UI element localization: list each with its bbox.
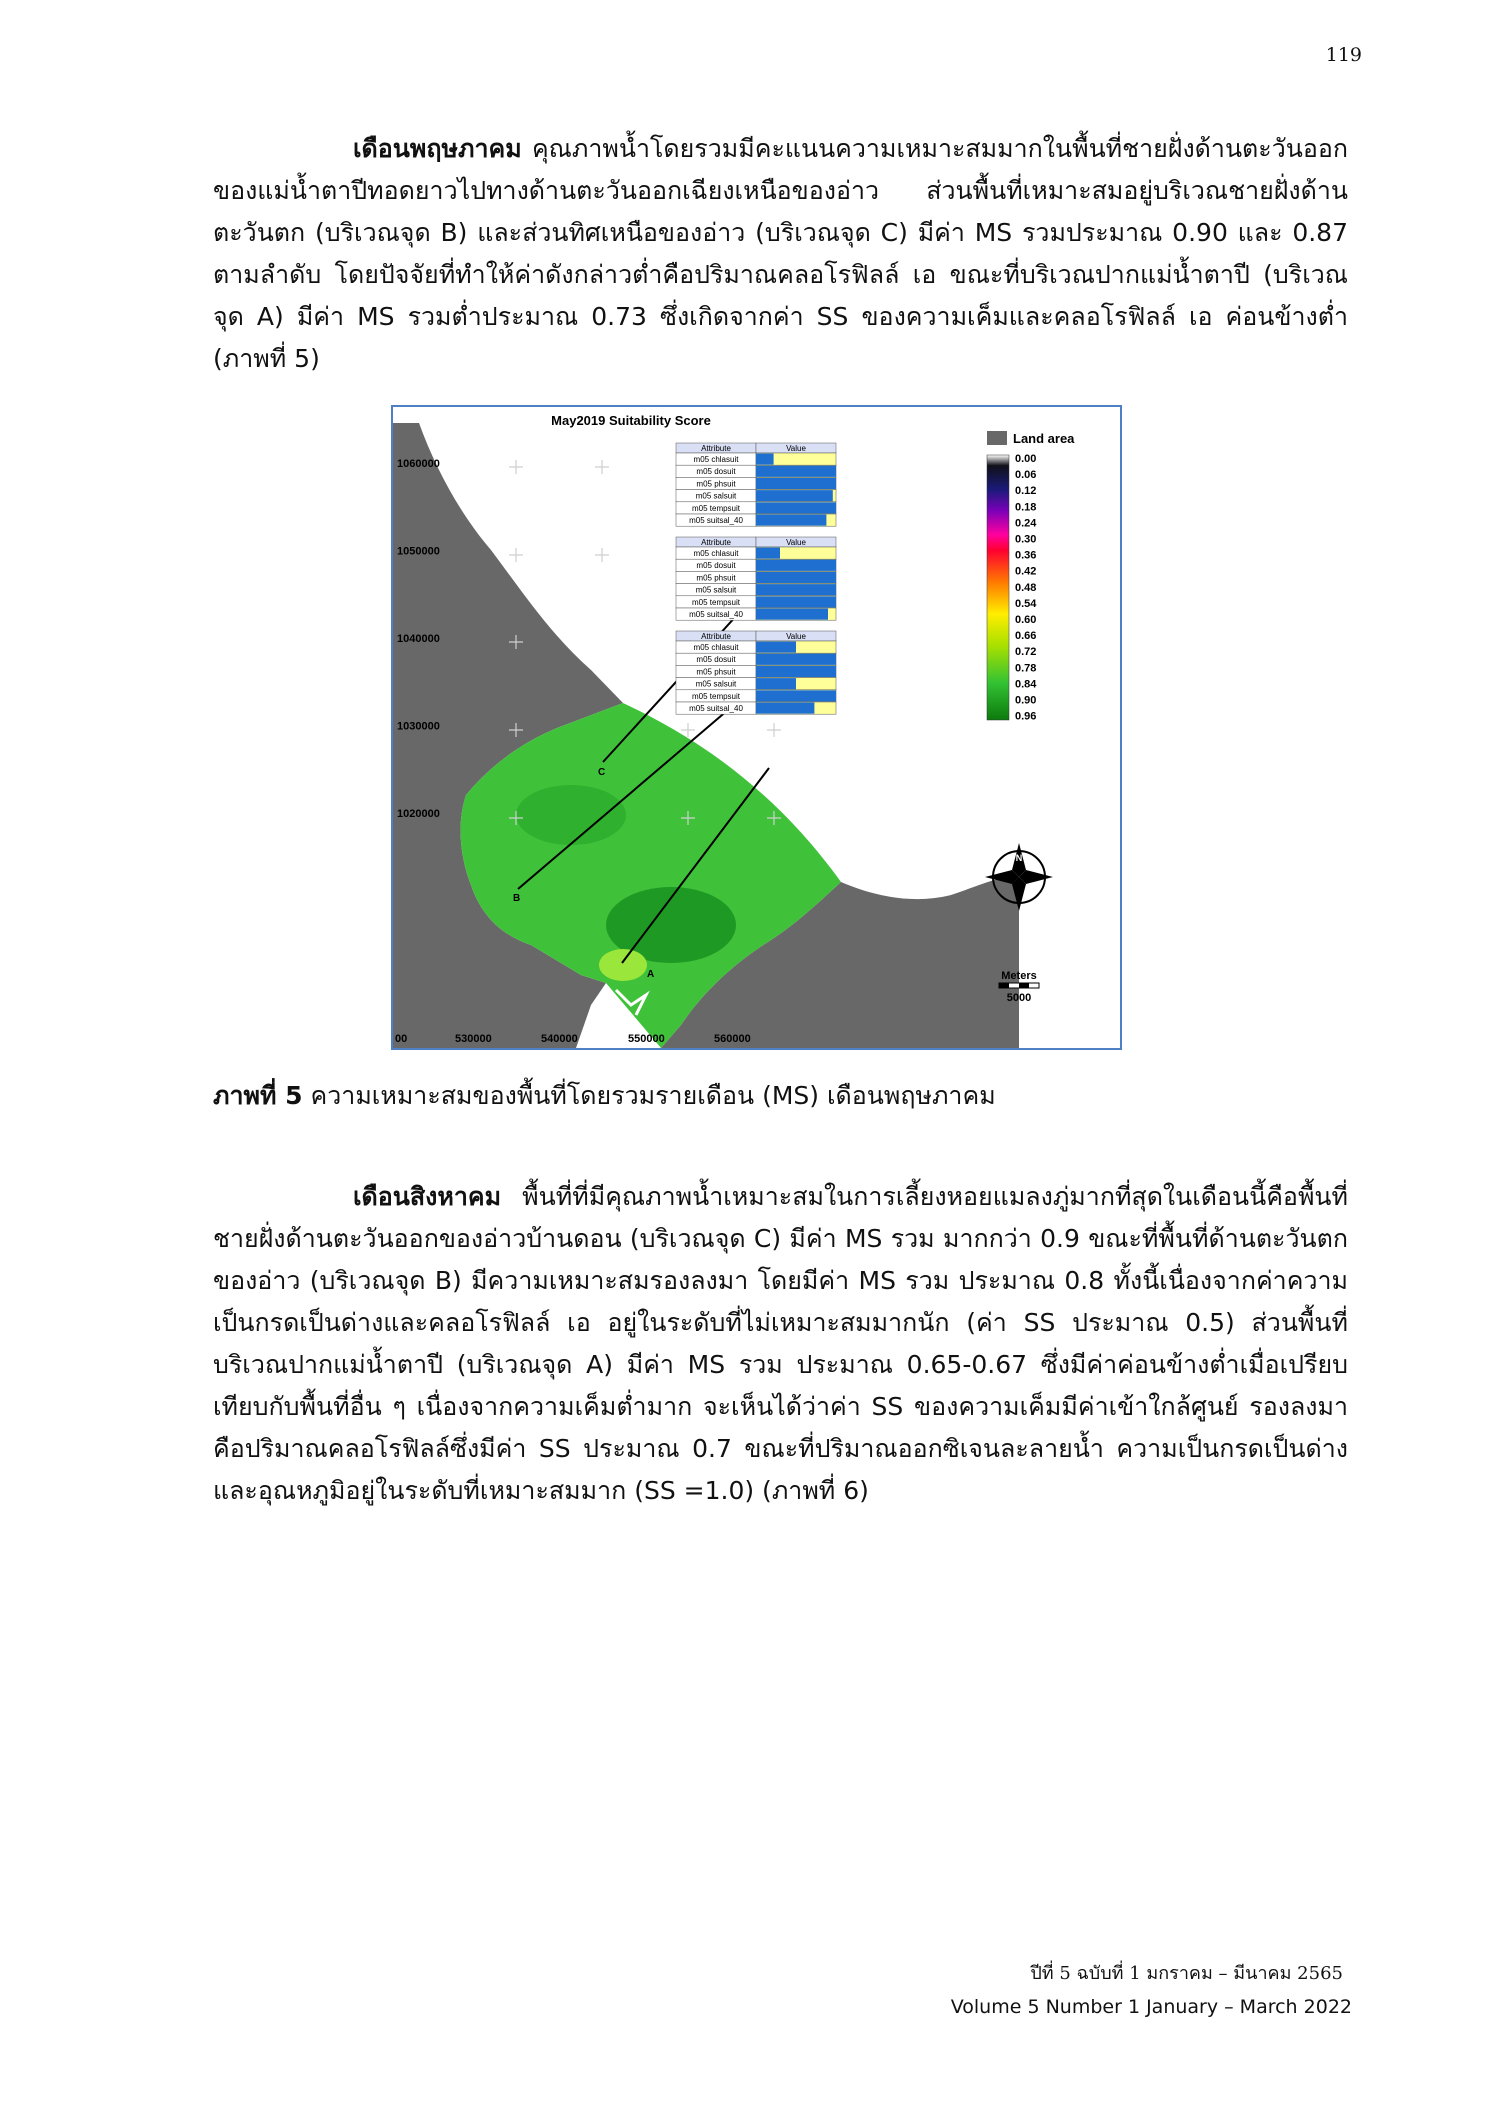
table-attribute-label: m05 dosuit <box>696 561 736 571</box>
x-tick-label: 550000 <box>628 1033 665 1045</box>
north-label: N <box>1015 853 1023 863</box>
table-value-bar <box>756 703 814 714</box>
attribute-tables <box>676 443 836 714</box>
paragraph-lead: เดือนสิงหาคม <box>353 1182 502 1211</box>
scale-bar-segment <box>1019 983 1029 988</box>
suitability-mid-zone <box>516 785 626 845</box>
table-value-bar <box>756 678 796 689</box>
legend-value-label: 0.78 <box>1015 662 1037 675</box>
table-attribute-label: m05 chlasuit <box>693 643 739 652</box>
suitability-map-figure <box>391 405 1122 1050</box>
table-attribute-label: m05 phsuit <box>696 573 736 583</box>
footer-thai: ปีที่ 5 ฉบับที่ 1 มกราคม – มีนาคม 2565 <box>1030 1963 1343 1984</box>
table-value-bar <box>756 560 836 571</box>
table-header-value: Value <box>786 632 806 641</box>
table-header-value: Value <box>786 538 806 547</box>
table-header-attribute: Attribute <box>701 538 731 547</box>
table-value-bar <box>756 502 836 513</box>
table-attribute-label: m05 dosuit <box>696 655 736 665</box>
y-tick-label: 1030000 <box>397 720 440 733</box>
table-header-attribute: Attribute <box>701 444 731 453</box>
legend-value-label: 0.60 <box>1015 614 1037 626</box>
page-number: 119 <box>1325 44 1362 66</box>
legend-value-label: 0.84 <box>1015 678 1037 691</box>
footer-english: Volume 5 Number 1 January – March 2022 <box>950 1996 1352 2018</box>
attribute-table-c <box>676 443 836 526</box>
paragraph-body: คุณภาพน้ำโดยรวมมีคะแนนความเหมาะสมมากในพื้นที่ชายฝั่งด้านตะวันออกของแม่น้ำตาปีทอดยาวไปทางด้านตะวันออกเฉียงเหนือของอ่าว ส่วนพื้นที่เหมาะสมอยู่บริเวณชายฝั่งด้านตะวันตก (บริเวณจุด B) และส่วนทิศเหนือของอ่าว (บริเวณจุด C) มีค่า MS รวมประมาณ 0.90 และ 0.87 ตามลำดับ โดยปัจจัยที่ทำให้ค่าดังกล่าวต่ำคือปริมาณคลอโรฟิลล์ เอ ขณะที่บริเวณปากแม่น้ำตาปี (บริเวณจุด A) มีค่า MS รวมต่ำประมาณ 0.73 ซึ่งเกิดจากค่า SS ของความเค็มและคลอโรฟิลล์ เอ ค่อนข้างต่ำ (ภาพที่ 5) <box>213 134 1348 373</box>
x-tick-label: 560000 <box>714 1033 751 1045</box>
table-header-attribute: Attribute <box>701 632 731 641</box>
suitability-river-mouth <box>599 949 647 981</box>
attribute-table-b <box>676 537 836 620</box>
figure-caption <box>213 1076 996 1116</box>
table-value-bar <box>756 515 826 526</box>
table-value-bar <box>756 666 836 677</box>
point-label-c: C <box>598 767 606 778</box>
table-attribute-label: m05 phsuit <box>696 479 736 489</box>
y-tick-label: 1040000 <box>397 633 440 645</box>
table-attribute-label: m05 suitsal_40 <box>689 610 743 619</box>
table-attribute-label: m05 salsuit <box>695 679 737 689</box>
table-attribute-label: m05 salsuit <box>695 491 737 501</box>
scale-label: Meters <box>1001 970 1037 982</box>
land-legend-swatch <box>987 431 1007 445</box>
map-title: May2019 Suitability Score <box>551 413 711 428</box>
legend-value-label: 0.06 <box>1015 469 1037 482</box>
paragraph-august <box>213 1176 1348 1512</box>
x-tick-label: 00 <box>395 1033 408 1045</box>
x-tick-label: 540000 <box>541 1033 578 1045</box>
legend-value-label: 0.12 <box>1015 485 1037 498</box>
legend-value-label: 0.66 <box>1015 630 1037 643</box>
table-attribute-label: m05 suitsal_40 <box>689 516 743 525</box>
legend-value-label: 0.72 <box>1015 646 1037 659</box>
table-value-bar <box>756 572 836 583</box>
table-value-bar <box>756 642 796 653</box>
table-value-bar <box>756 584 836 595</box>
table-value-bar <box>756 454 774 465</box>
paragraph-lead: เดือนพฤษภาคม <box>353 134 522 163</box>
point-label-a: A <box>647 969 655 980</box>
table-value-bar <box>756 690 836 701</box>
table-value-bar <box>756 609 828 620</box>
legend-value-label: 0.90 <box>1015 694 1037 707</box>
table-attribute-label: m05 salsuit <box>695 585 737 595</box>
table-value-bar <box>756 654 836 665</box>
y-tick-label: 1060000 <box>397 458 440 470</box>
legend-value-label: 0.18 <box>1015 501 1037 514</box>
legend-value-label: 0.48 <box>1015 581 1037 594</box>
legend-value-label: 0.24 <box>1015 517 1037 530</box>
point-label-b: B <box>513 893 521 904</box>
caption-label: ภาพที่ 5 <box>213 1081 303 1110</box>
table-attribute-label: m05 chlasuit <box>693 455 739 464</box>
legend-labels <box>1015 453 1037 723</box>
scale-bar-segment <box>999 983 1009 988</box>
legend-value-label: 0.54 <box>1015 597 1037 610</box>
table-attribute-label: m05 tempsuit <box>691 597 741 607</box>
y-tick-label: 1020000 <box>397 808 440 820</box>
legend-value-label: 0.36 <box>1015 549 1037 562</box>
scale-value: 5000 <box>1006 992 1032 1004</box>
table-value-bar <box>756 466 836 477</box>
table-attribute-label: m05 phsuit <box>696 667 736 677</box>
table-attribute-label: m05 dosuit <box>696 467 736 477</box>
y-tick-label: 1050000 <box>397 545 440 558</box>
legend-value-label: 0.00 <box>1015 453 1037 465</box>
legend-value-label: 0.96 <box>1015 710 1037 723</box>
attribute-table-a <box>676 631 836 714</box>
paragraph-body: พื้นที่ที่มีคุณภาพน้ำเหมาะสมในการเลี้ยงหอยแมลงภู่มากที่สุดในเดือนนี้คือพื้นที่ชายฝั่งด้านตะวันออกของอ่าวบ้านดอน (บริเวณจุด C) มีค่า MS รวม มากกว่า 0.9 ขณะที่พื้นที่ด้านตะวันตกของอ่าว (บริเวณจุด B) มีความเหมาะสมรองลงมา โดยมีค่า MS รวม ประมาณ 0.8 ทั้งนี้เนื่องจากค่าความเป็นกรดเป็นด่างและคลอโรฟิลล์ เอ อยู่ในระดับที่ไม่เหมาะสมมากนัก (ค่า SS ประมาณ 0.5) ส่วนพื้นที่บริเวณปากแม่น้ำตาปี (บริเวณจุด A) มีค่า MS รวม ประมาณ 0.65-0.67 ซึ่งมีค่าค่อนข้างต่ำเมื่อเปรียบเทียบกับพื้นที่อื่น ๆ เนื่องจากความเค็มต่ำมาก จะเห็นได้ว่าค่า SS ของความเค็มมีค่าเข้าใกล้ศูนย์ รองลงมาคือปริมาณคลอโรฟิลล์ซึ่งมีค่า SS ประมาณ 0.7 ขณะที่ปริมาณออกซิเจนละลายน้ำ ความเป็นกรดเป็นด่าง และอุณหภูมิอยู่ในระดับที่เหมาะสมมาก (SS =1.0) (ภาพที่ 6) <box>213 1182 1348 1505</box>
table-header-value: Value <box>786 444 806 453</box>
caption-text: ความเหมาะสมของพื้นที่โดยรวมรายเดือน (MS) เดือนพฤษภาคม <box>302 1081 996 1110</box>
table-value-bar <box>756 478 836 489</box>
table-attribute-label: m05 tempsuit <box>691 691 741 701</box>
table-value-bar <box>756 548 780 559</box>
paragraph-may <box>213 128 1348 380</box>
x-tick-label: 530000 <box>455 1033 492 1045</box>
land-legend-label: Land area <box>1013 431 1075 446</box>
table-attribute-label: m05 tempsuit <box>691 503 741 513</box>
color-ramp <box>987 455 1009 720</box>
table-value-bar <box>756 490 833 501</box>
table-value-bar <box>756 596 836 607</box>
legend-value-label: 0.42 <box>1015 565 1037 578</box>
table-attribute-label: m05 chlasuit <box>693 549 739 558</box>
legend-value-label: 0.30 <box>1015 533 1037 546</box>
table-attribute-label: m05 suitsal_40 <box>689 704 743 713</box>
